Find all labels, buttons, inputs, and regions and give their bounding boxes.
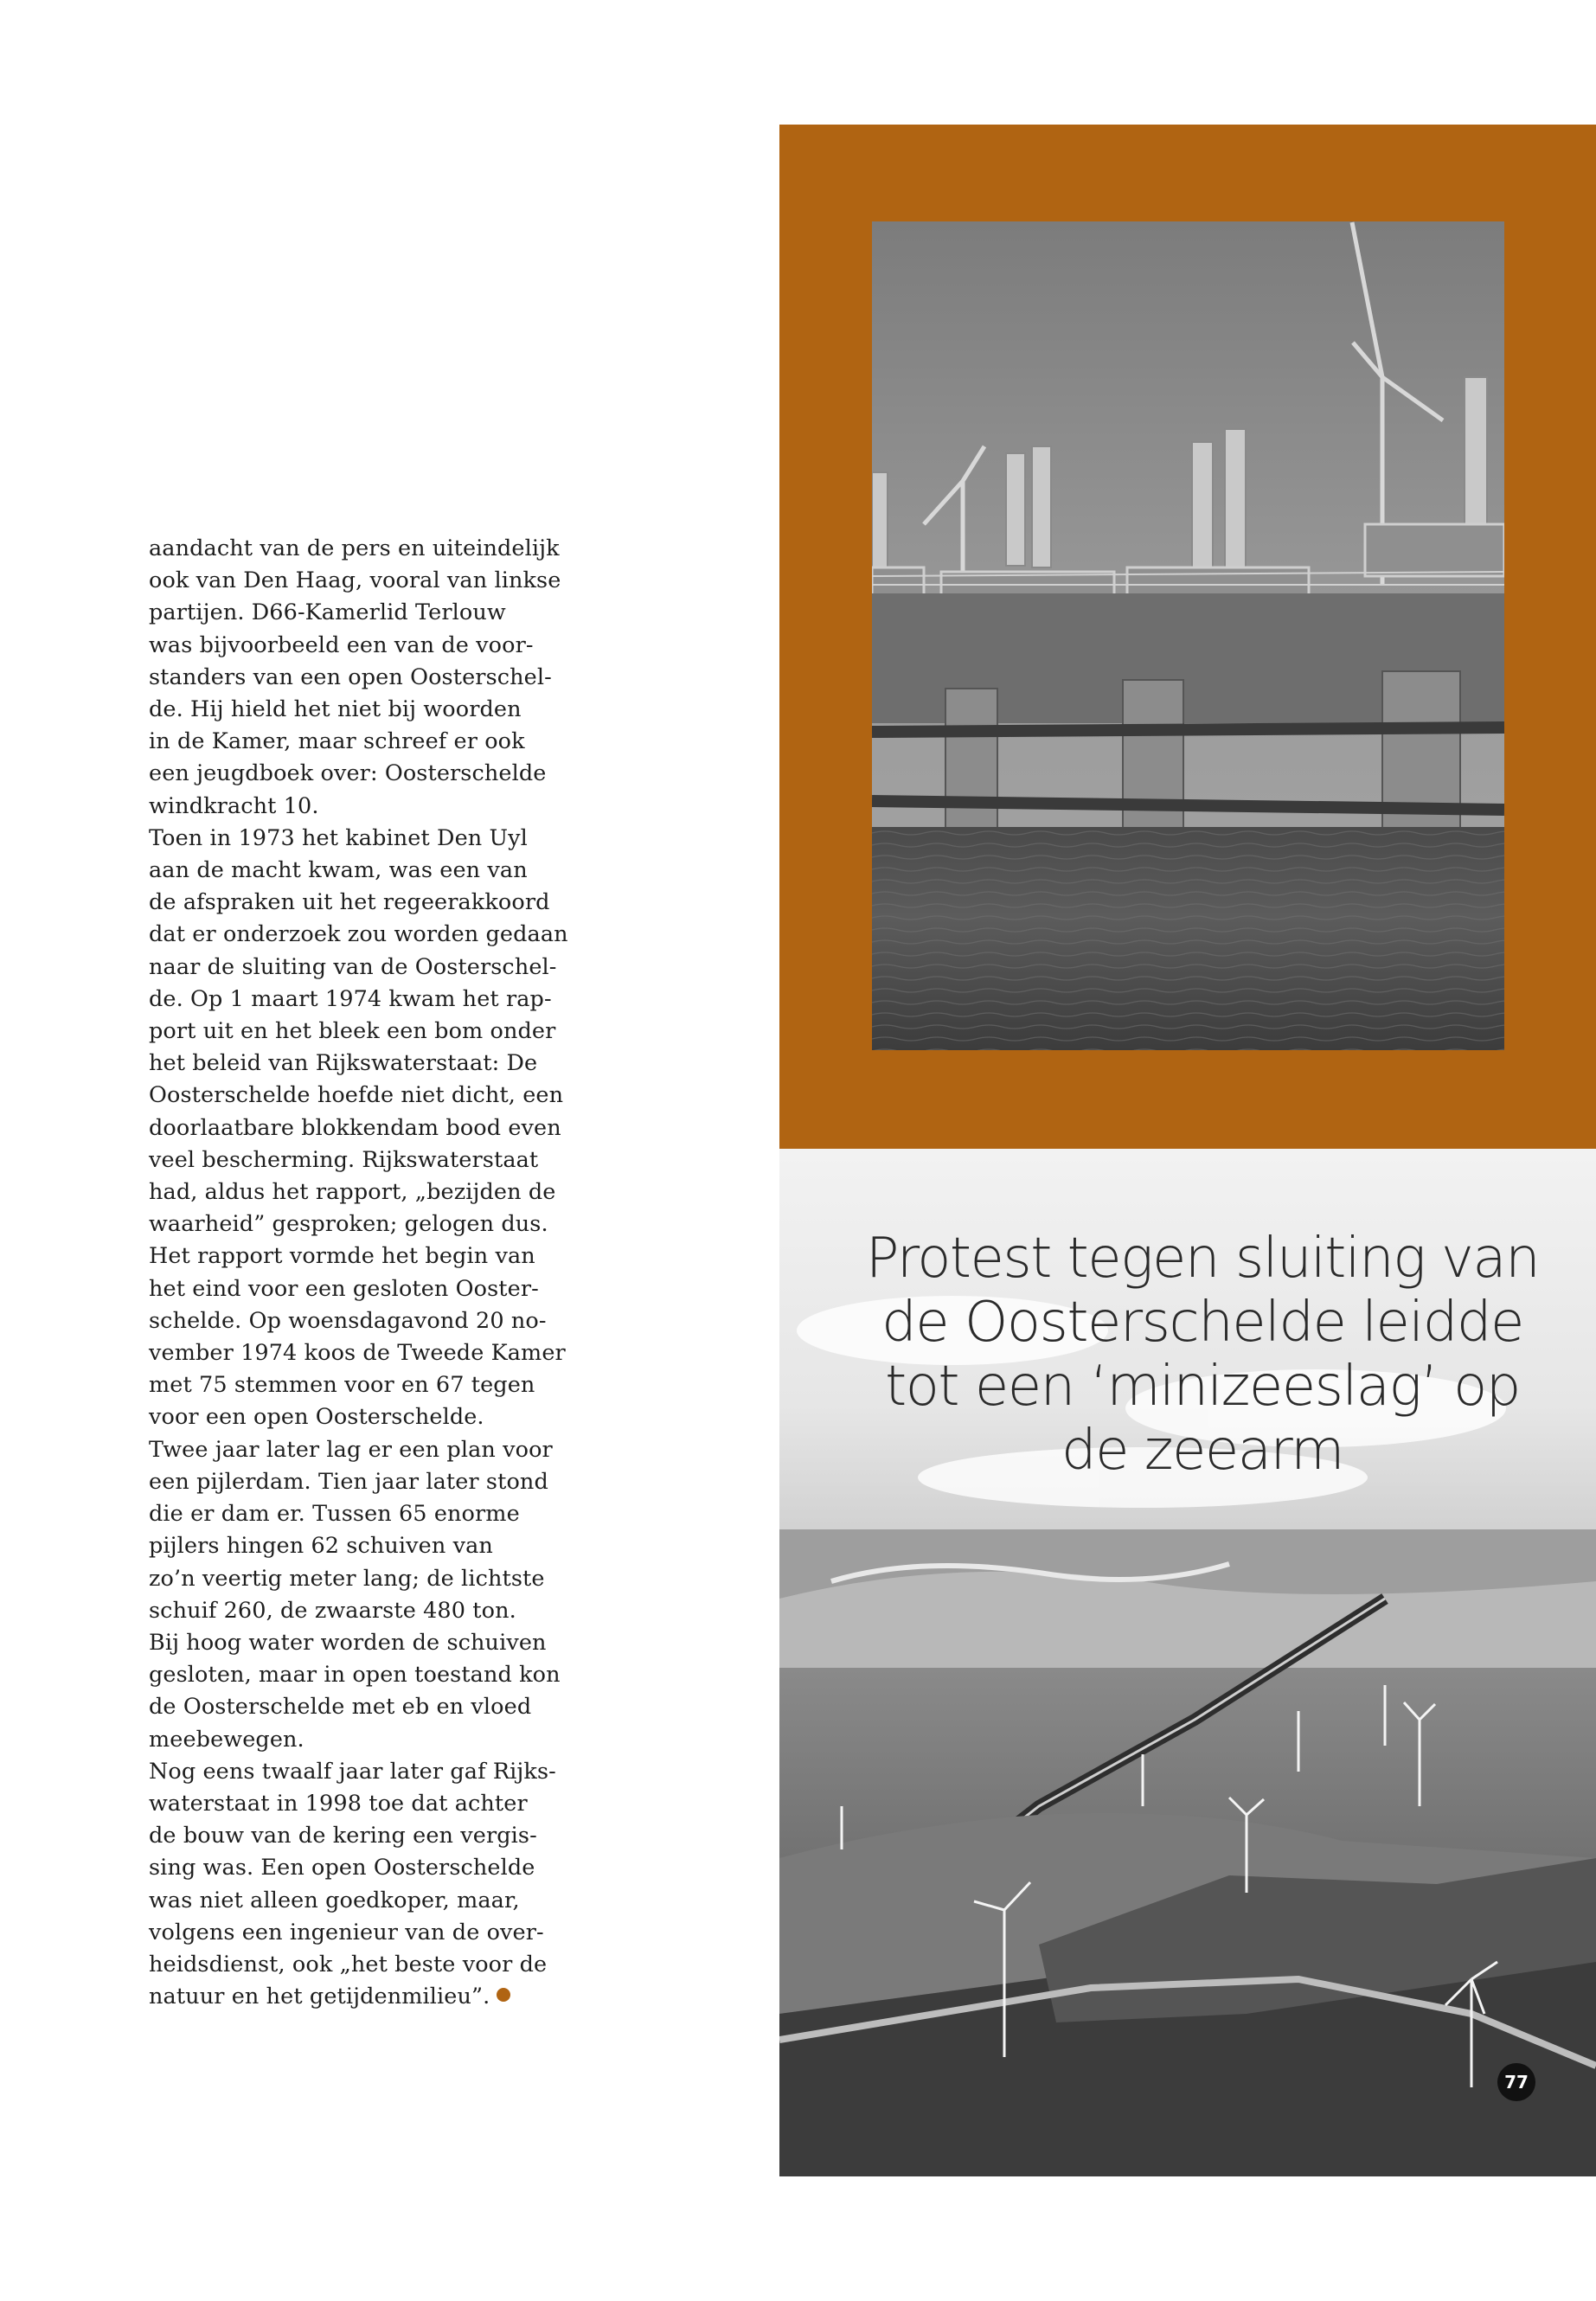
article-line: standers van een open Oosterschel- (149, 663, 552, 690)
pull-quote-line: de zeearm (1061, 1419, 1343, 1483)
pull-quote-line: de Oosterschelde leidde (881, 1291, 1523, 1355)
article-line: het eind voor een gesloten Ooster- (149, 1275, 539, 1302)
article-line: Bij hoog water worden de schuiven (149, 1629, 547, 1656)
article-line: in de Kamer, maar schreef er ook (149, 728, 525, 755)
article-line: Toen in 1973 het kabinet Den Uyl (149, 824, 528, 851)
article-line: Oosterschelde hoefde niet dicht, een (149, 1082, 564, 1109)
pull-quote (865, 1227, 1540, 1483)
article-line: een pijlerdam. Tien jaar later stond (149, 1468, 548, 1495)
article-line: de Oosterschelde met eb en vloed (149, 1694, 532, 1721)
page-number: 77 (1497, 2063, 1535, 2101)
article-line: zo’n veertig meter lang; de lichtste (149, 1565, 545, 1592)
article-line: waarheid” gesproken; gelogen dus. (149, 1211, 548, 1238)
article-line: ook van Den Haag, vooral van linkse (149, 567, 561, 594)
article-line: port uit en het bleek een bom onder (149, 1018, 556, 1045)
article-line: pijlers hingen 62 schuiven van (149, 1533, 493, 1560)
article-line: het beleid van Rijkswaterstaat: De (149, 1050, 538, 1077)
article-line: natuur en het getijdenmilieu”. (149, 1984, 490, 2010)
article-line: de bouw van de kering een vergis- (149, 1823, 537, 1849)
article-line: aandacht van de pers en uiteindelijk (149, 535, 560, 561)
article-line: Twee jaar later lag er een plan voor (149, 1436, 553, 1463)
article-line: Het rapport vormde het begin van (149, 1243, 535, 1270)
storm-surge-barrier-photo (872, 221, 1504, 1050)
pull-quote-line: tot een ‘minizeeslag’ op (885, 1355, 1520, 1419)
article-line: sing was. Een open Oosterschelde (149, 1855, 535, 1881)
article-line: voor een open Oosterschelde. (149, 1404, 484, 1431)
article-last-line (149, 1981, 564, 2013)
pull-quote-line: Protest tegen sluiting van (865, 1227, 1540, 1291)
article-line: aan de macht kwam, was een van (149, 857, 528, 884)
article-line: was bijvoorbeeld een van de voor- (149, 631, 534, 658)
article-line: waterstaat in 1998 toe dat achter (149, 1790, 528, 1817)
end-of-article-dot-icon (497, 1988, 510, 2002)
article-line: heidsdienst, ook „het beste voor de (149, 1951, 548, 1977)
article-line: was niet alleen goedkoper, maar, (149, 1887, 520, 1913)
article-line: had, aldus het rapport, „bezijden de (149, 1179, 556, 1206)
article-line: schuif 260, de zwaarste 480 ton. (149, 1597, 516, 1624)
article-line: de afspraken uit het regeerakkoord (149, 889, 550, 916)
article-line: gesloten, maar in open toestand kon (149, 1662, 561, 1689)
article-line: veel bescherming. Rijkswaterstaat (149, 1146, 539, 1173)
article-line: de. Hij hield het niet bij woorden (149, 696, 522, 723)
article-line: naar de sluiting van de Oosterschel- (149, 953, 557, 980)
article-line: doorlaatbare blokkendam bood even (149, 1114, 561, 1141)
article-line: de. Op 1 maart 1974 kwam het rap- (149, 985, 552, 1012)
article-line: met 75 stemmen voor en 67 tegen (149, 1372, 535, 1399)
article-line: een jeugdboek over: Oosterschelde (149, 760, 547, 787)
article-line: volgens een ingenieur van de over- (149, 1919, 544, 1945)
article-line: die er dam er. Tussen 65 enorme (149, 1501, 520, 1528)
article-line: meebewegen. (149, 1726, 304, 1753)
article-line: dat er onderzoek zou worden gedaan (149, 921, 568, 948)
article-line: windkracht 10. (149, 792, 319, 819)
article-line: Nog eens twaalf jaar later gaf Rijks- (149, 1758, 556, 1785)
article-column (149, 533, 568, 2013)
article-line: vember 1974 koos de Tweede Kamer (149, 1340, 566, 1367)
article-line: schelde. Op woensdagavond 20 no- (149, 1307, 547, 1334)
article-line: partijen. D66-Kamerlid Terlouw (149, 599, 506, 626)
